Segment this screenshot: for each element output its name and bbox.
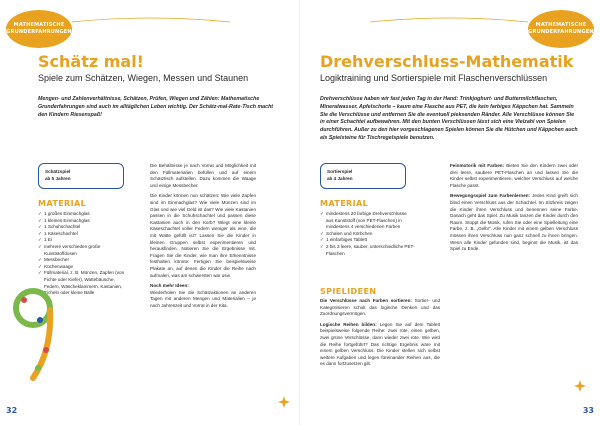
list-item: ✓ 1 großes Einmachglas [38, 211, 90, 216]
intro-text: Mengen- und Zahlenverhältnisse, Schätzen, Prüfen, Wiegen und Zählen: Mathematische Grunderfahrungen sind auch im alltäglichen Leben wichtig. Der Schätz-mal-Rate-Tisch macht den Kindern Riesenspaß! [38, 96, 274, 118]
category-badge: MATHEMATISCHE GRUNDERFAHRUNGEN [6, 10, 72, 48]
list-item: ✓ mehrere verschieden große Kunststoffdosen [38, 243, 101, 256]
page-subtitle: Logiktraining und Sortierspiele mit Flaschenverschlüssen [320, 73, 548, 83]
tip-block: Noch mehr Ideen: Wiederholen Sie die Schätzaktionen an anderen Tagen mit anderen Mengen und Materialien – je nach Jahreszeit und Vorrat in der Kita. [150, 283, 256, 308]
spielideen-heading: SPIELIDEEN [320, 287, 377, 296]
number-nine-illustration [8, 280, 58, 390]
check-icon: ✓ [38, 270, 42, 276]
material-heading: MATERIAL [320, 199, 369, 208]
intro-text: Drehverschlüsse haben wir fast jeden Tag in der Hand: Trinkjoghurt- und Buttermilchflaschen, Mineralwasser, Apfelschorle – kaum eine Flasche aus PET, die kein farbiges Käppchen hat. Sammeln Sie die Verschlüsse und entfernen Sie die eventuell pieksenden Ränder. Alle Verschlüsse können Sie in einer Schachtel aufbewahren. Mit den bunten Verschlüssen lässt sich eine Vielzahl von Spielen durchführen. Außer zu den hier vorgeschlagenen Spielen können Sie die Hütchen und Käppchen auch als Spielsteine für Tischregelspiele benutzen. [320, 96, 578, 141]
check-icon: ✓ [38, 243, 42, 249]
list-item: ✓ Schalen und Körbchen [320, 230, 373, 236]
page-title: Schätz mal! [38, 52, 144, 71]
list-item: ✓ 2 bis 3 leere, sauber, unterschiedliche PET-Flaschen [320, 243, 415, 256]
list-item: ✓ Messbecher [38, 257, 70, 263]
spielideen-column [320, 298, 440, 372]
material-list [320, 211, 415, 257]
material-heading: MATERIAL [38, 199, 87, 208]
paragraph: Bewegungsspiel zum Farbenlernen: Jedes Kind greift sich blind einen Verschluss aus der Schachtel. Im Sitzkreis zeigen die Kinder ihren Verschluss und benennen seine Farbe. Danach geht das Spiel. Zu Musik tanzen die Kinder durch den Raum. Stoppt die Musik, rufen Sie oder eine Spielleitung eine Farbe, z. B. „Gelb!“. Alle Kinder mit einem gelben Verschluss müssen ihren Verschluss nun ganz schnell zu ihnen bringen. Wenn alle Kinder gefunden sind, beginnt die Musik, ist das Spiel zu Ende. [450, 193, 578, 252]
list-item: ✓ 1 einfarbiges Tablett [320, 237, 368, 243]
check-icon: ✓ [38, 217, 42, 223]
info-box: Sortierspiel ab 4 Jahren [320, 163, 406, 189]
page-number: 32 [6, 406, 18, 415]
page-subtitle: Spiele zum Schätzen, Wiegen, Messen und Staunen [38, 73, 249, 83]
list-item: ✓ mindestens 20 farbige Drehverschlüsse aus Kunststoff (von PET-Flaschen) in mindestens 4 verschiedenen Farben [320, 211, 407, 230]
category-badge: MATHEMATISCHE GRUNDERFAHRUNGEN [528, 10, 594, 48]
check-icon: ✓ [320, 211, 324, 216]
right-page [300, 0, 600, 425]
list-item: ✓ Küchenwaage [38, 263, 74, 269]
ribbon-decoration [300, 0, 600, 60]
page-number: 33 [582, 406, 594, 415]
ribbon-decoration [0, 0, 300, 60]
star-decoration [574, 380, 586, 392]
check-icon: ✓ [38, 224, 42, 230]
check-icon: ✓ [320, 243, 324, 249]
list-item: ✓ 1 Schuhschachtel [38, 224, 81, 230]
paragraph: Feinmotorik mit Farben: Bieten Sie den Kindern zwei oder drei leere, saubere PET-Flaschen an und lassen Sie die Kinder selbst experimentieren, welcher Verschluss auf welche Flasche passt. [450, 163, 578, 188]
check-icon: ✓ [320, 230, 324, 236]
info-box: Schätzspiel ab 5 Jahren [38, 163, 124, 189]
check-icon: ✓ [38, 263, 42, 269]
check-icon: ✓ [38, 211, 42, 216]
paragraph: Die Behältnisse je nach Vorrat und Möglichkeit mit den Füllmaterialien befüllen und auf einem Schätztisch aufstellen. Dazu kommen die Waage und einige Messbecher. [150, 163, 256, 188]
list-item: ✓ 1 kleines Einmachglas [38, 217, 90, 223]
check-icon: ✓ [38, 257, 42, 263]
body-column [450, 163, 578, 257]
star-decoration [278, 396, 290, 408]
list-item: ✓ 1 Käseschachtel [38, 230, 78, 236]
check-icon: ✓ [38, 237, 42, 243]
list-item: ✓ Füllmaterial, z. B. Münzen, Zapfen (von Fichte oder Kiefer), Wattebäusche, Federn, Wäscheklammern, Kastanien, Eicheln oder kleine Bälle [38, 270, 125, 296]
body-column [150, 163, 256, 313]
paragraph: Logische Reihen bilden: Legen Sie auf dem Tablett beispielsweise folgende Reihe: zwei rote, einen gelben, zwei grüne Verschlüsse, dann wieder zwei rote. Wie wird die Reihe fortgeführt? Das richtige Ergebnis wäre mit einem gelben Verschluss. Die Kinder stellen sich selbst weitere Aufgaben und legen füreinander Reihen aus, die es dann fortzusetzen gilt. [320, 321, 440, 367]
paragraph: Die Kinder können nun schätzen: Wie viele Zapfen sind im Einmachglas? Wie viele Münzen sind im Glas und wie viel Geld ist das? Wie viele Kastanien passen in die Schuhschachtel und passen diese Kastanien auch in den Korb? Wiegt eine kleine Käseschachtel voller Federn weniger als eine, die mit Watte gefüllt ist? Lassen Sie die Kinder in kleinen Gruppen selbst experimentieren und herausfinden. Notieren Sie die Ergebnisse mit. Fragen Sie die Kinder, wie man ihre Erkenntnisse festhalten könnte: Fertigen Sie beispielsweise Plakate an, auf denen die Kinder die Reihe nach aufmalen, was am schwersten war usw. [150, 193, 256, 278]
page-title: Drehverschluss-Mathematik [320, 52, 574, 71]
check-icon: ✓ [320, 237, 324, 243]
check-icon: ✓ [38, 230, 42, 236]
list-item: ✓ 1 Ei [38, 237, 52, 243]
paragraph: Die Verschlüsse nach Farben sortieren: Sortier- und Kategorisieren schult das logische Denken und das Zuordnungsvermögen. [320, 298, 441, 317]
